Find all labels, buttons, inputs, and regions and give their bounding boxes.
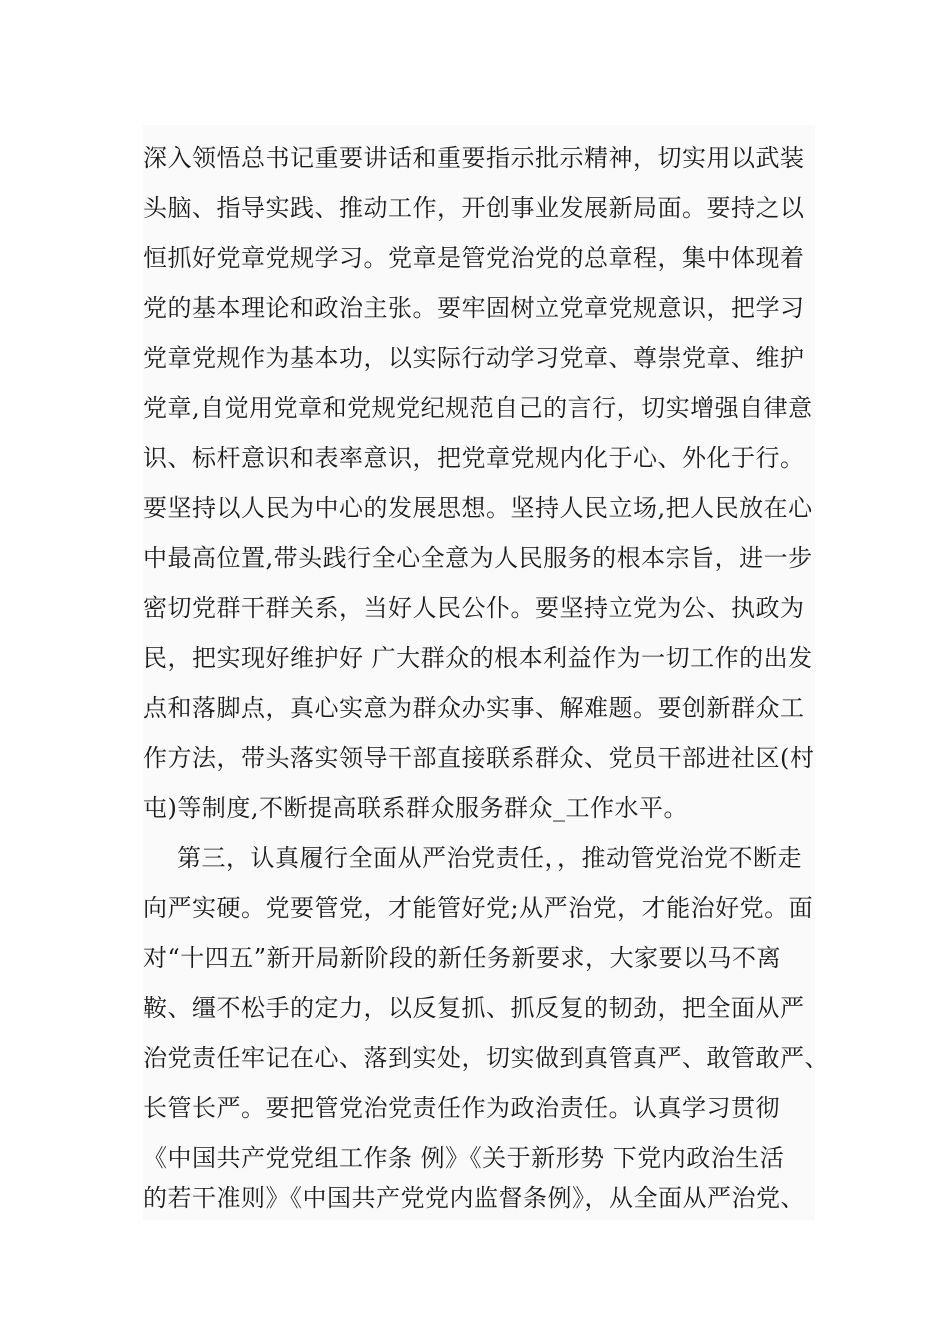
text-line-8: 要坚持以人民为中心的发展思想。坚持人民立场,把人民放在心 bbox=[143, 494, 813, 522]
text-line-22: 的若干准则》《中国共产党党内监督条例》，从全面从严治党、 bbox=[143, 1184, 805, 1212]
text-line-12: 点和落脚点，真心实意为群众办实事、解难题。要创新群众工 bbox=[143, 694, 805, 722]
text-line-13: 作方法，带头落实领导干部直接联系群众、党员干部进社区(村 bbox=[143, 744, 815, 772]
text-line-20: 长管长严。要把管党治党责任作为政治责任。认真学习贯彻 bbox=[143, 1094, 780, 1122]
text-line-5: 党章党规作为基本功，以实际行动学习党章、尊崇党章、维护 bbox=[143, 344, 805, 372]
text-line-19: 治党责任牢记在心、落到实处，切实做到真管真严、敢管敢严、 bbox=[143, 1044, 829, 1072]
text-line-11: 民，把实现好维护好 广大群众的根本利益作为一切工作的出发 bbox=[143, 644, 813, 672]
text-line-14: 屯)等制度,不断提高联系群众服务群众_工作水平。 bbox=[143, 794, 688, 822]
text-line-18: 鞍、缰不松手的定力，以反复抓、抓反复的韧劲，把全面从严 bbox=[143, 994, 805, 1022]
text-line-15: 第三，认真履行全面从严治党责任，，推动管党治党不断走 bbox=[177, 844, 802, 872]
document-body bbox=[143, 125, 829, 1220]
text-line-9: 中最高位置,带头践行全心全意为人民服务的根本宗旨，进一步 bbox=[143, 544, 813, 572]
text-line-10: 密切党群干群关系，当好人民公仆。要坚持立党为公、执政为 bbox=[143, 594, 805, 622]
text-line-16: 向严实硬。党要管党，才能管好党;从严治党，才能治好党。面 bbox=[143, 894, 814, 922]
text-line-3: 恒抓好党章党规学习。党章是管党治党的总章程，集中体现着 bbox=[143, 244, 805, 272]
text-line-7: 识、标杆意识和表率意识，把党章党规内化于心、外化于行。 bbox=[143, 444, 805, 472]
text-line-4: 党的基本理论和政治主张。要牢固树立党章党规意识，把学习 bbox=[143, 294, 805, 322]
text-line-6: 党章,自觉用党章和党规党纪规范自己的言行，切实增强自律意 bbox=[143, 394, 813, 422]
text-line-17: 对“十四五”新开局新阶段的新任务新要求，大家要以马不离 bbox=[143, 944, 782, 972]
text-line-2: 头脑、指导实践、推动工作，开创事业发展新局面。要持之以 bbox=[143, 194, 805, 222]
text-line-1: 深入领悟总书记重要讲话和重要指示批示精神，切实用以武装 bbox=[143, 144, 805, 172]
text-line-21: 《中国共产党党组工作条 例》《关于新形势 下党内政治生活 bbox=[143, 1144, 785, 1172]
